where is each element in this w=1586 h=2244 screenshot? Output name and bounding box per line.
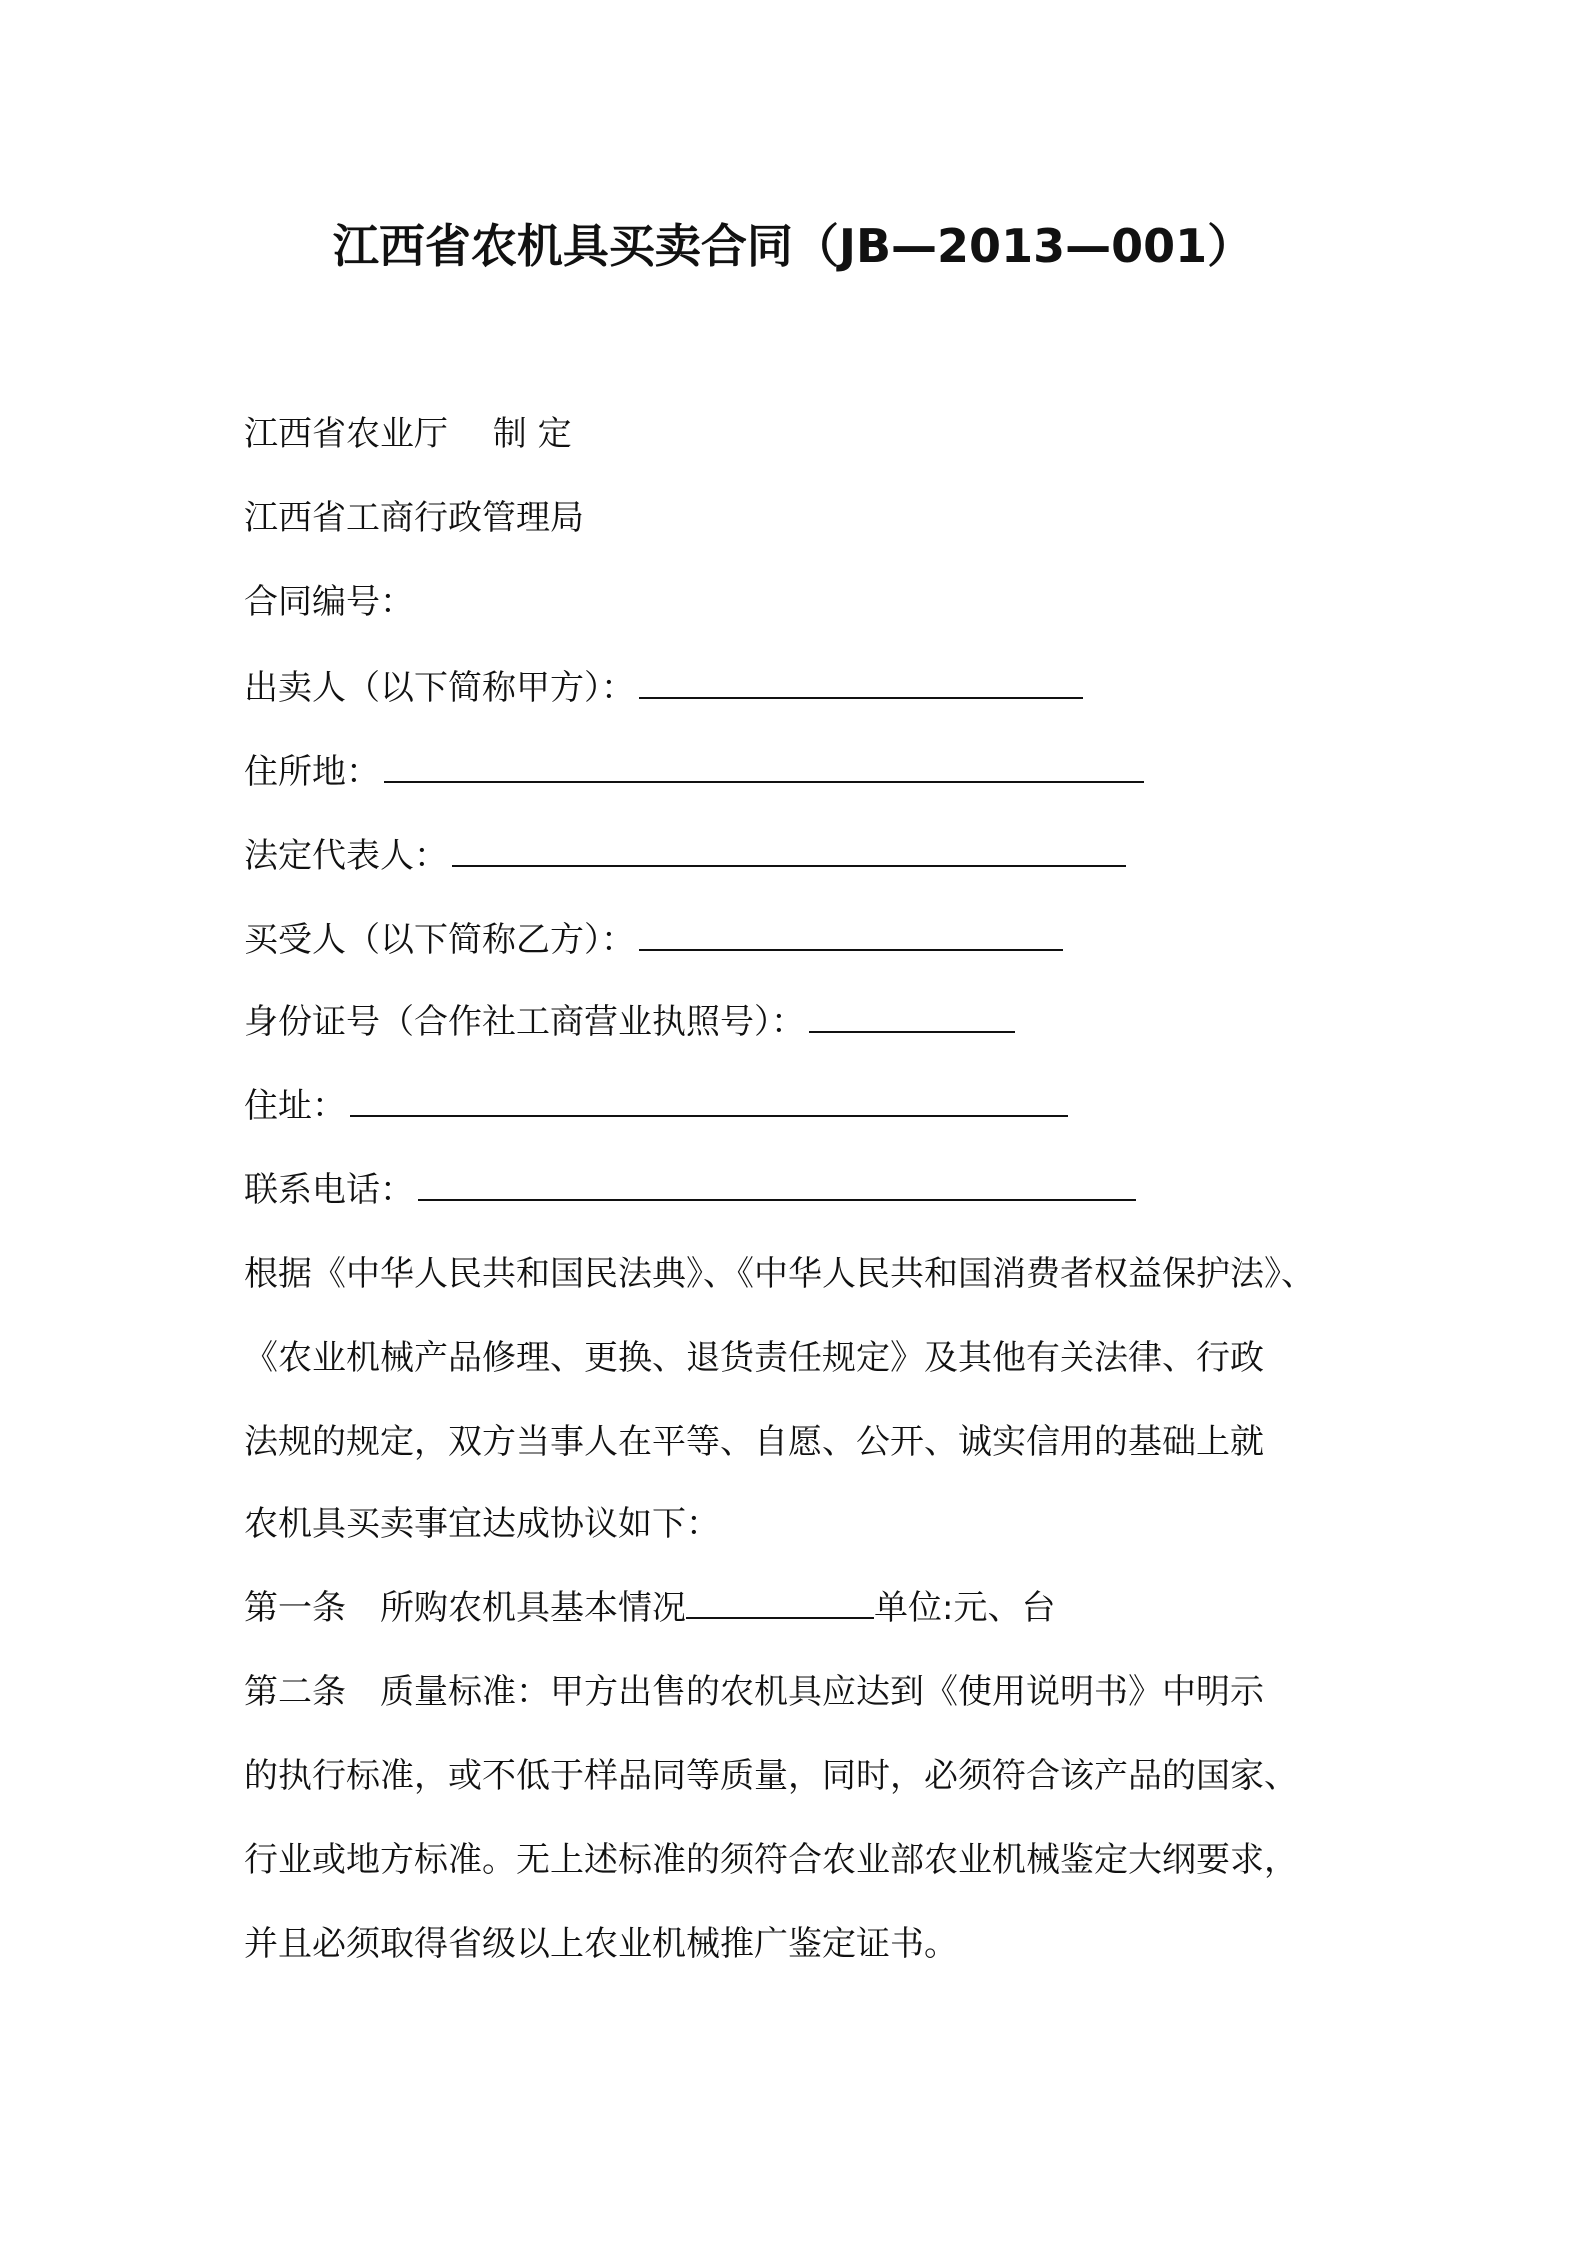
issuer-line-1: 江西省农业厅 制 定 [244, 414, 572, 454]
id-number-field [244, 1000, 1015, 1044]
buyer-field [244, 918, 1063, 962]
contract-number-field [244, 580, 414, 624]
id-number-label: 身份证号（合作社工商营业执照号）： [244, 1002, 805, 1042]
seller-field [244, 666, 1083, 710]
id-number-blank[interactable] [809, 1001, 1015, 1033]
seller-blank[interactable] [639, 667, 1083, 699]
buyer-address-label: 住址： [244, 1086, 346, 1126]
buyer-address-blank[interactable] [350, 1085, 1068, 1117]
article-2-line-2: 的执行标准，或不低于样品同等质量，同时，必须符合该产品的国家、 [244, 1756, 1298, 1796]
phone-label: 联系电话： [244, 1170, 414, 1210]
buyer-blank[interactable] [639, 919, 1063, 951]
article-2-line-3: 行业或地方标准。无上述标准的须符合农业部农业机械鉴定大纲要求， [244, 1840, 1298, 1880]
preamble-line-2: 《农业机械产品修理、更换、退货责任规定》及其他有关法律、行政 [244, 1338, 1264, 1378]
phone-field [244, 1168, 1136, 1212]
seller-label: 出卖人（以下简称甲方）： [244, 668, 635, 708]
legal-representative-blank[interactable] [452, 835, 1126, 867]
article-1-suffix: 单位:元、台 [874, 1588, 1056, 1628]
document-title: 江西省农机具买卖合同（JB—2013—001） [332, 219, 1254, 273]
contract-number-label: 合同编号： [244, 582, 414, 622]
preamble-line-1: 根据《中华人民共和国民法典》、《中华人民共和国消费者权益保护法》、 [244, 1254, 1315, 1294]
issuer-line-2: 江西省工商行政管理局 [244, 498, 584, 538]
seller-address-blank[interactable] [384, 751, 1144, 783]
article-1-blank[interactable] [686, 1587, 874, 1619]
preamble-line-3: 法规的规定，双方当事人在平等、自愿、公开、诚实信用的基础上就 [244, 1422, 1264, 1462]
seller-address-label: 住所地： [244, 752, 380, 792]
article-1-prefix: 第一条 所购农机具基本情况 [244, 1588, 686, 1628]
legal-representative-label: 法定代表人： [244, 836, 448, 876]
buyer-label: 买受人（以下简称乙方）： [244, 920, 635, 960]
phone-blank[interactable] [418, 1169, 1136, 1201]
preamble-line-4: 农机具买卖事宜达成协议如下： [244, 1504, 720, 1544]
article-1 [244, 1586, 1055, 1630]
seller-address-field [244, 750, 1144, 794]
article-2-line-4: 并且必须取得省级以上农业机械推广鉴定证书。 [244, 1924, 958, 1964]
buyer-address-field [244, 1084, 1068, 1128]
legal-representative-field [244, 834, 1126, 878]
article-2-line-1: 第二条 质量标准：甲方出售的农机具应达到《使用说明书》中明示 [244, 1672, 1264, 1712]
